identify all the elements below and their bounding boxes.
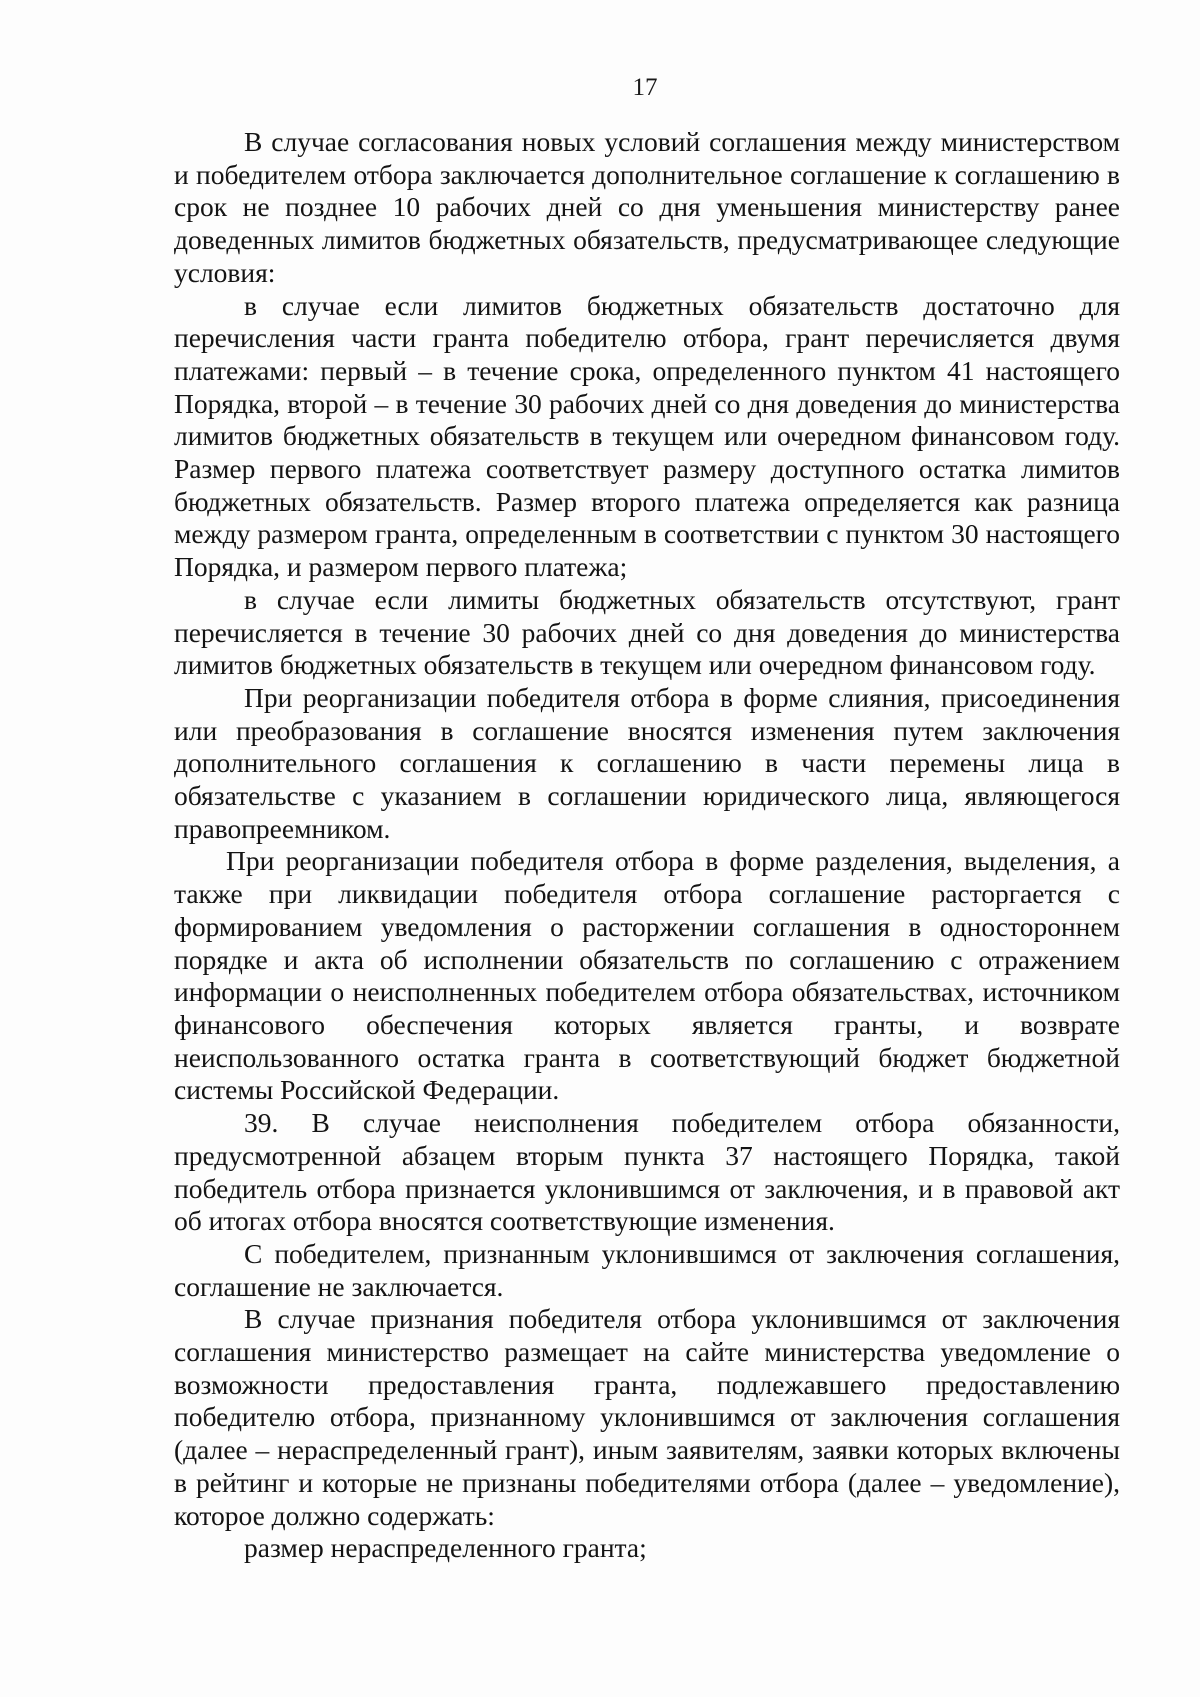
document-body <box>174 126 1120 1565</box>
paragraph-two-payments: в случае если лимитов бюджетных обязательств достаточно для перечисления части гранта победителю отбора, грант перечисляется двумя платежами: первый – в течение срока, определенного пунктом 41 настоящего Порядка, второй – в течение 30 рабочих дней со дня доведения до министерства лимитов бюджетных обязательств в текущем или очередном финансовом году. Размер первого платежа соответствует размеру доступного остатка лимитов бюджетных обязательств. Размер второго платежа определяется как разница между размером гранта, определенным в соответствии с пунктом 30 настоящего Порядка, и размером первого платежа; <box>174 289 1120 583</box>
paragraph-item-39: 39. В случае неисполнения победителем отбора обязанности, предусмотренной абзацем вторым пункта 37 настоящего Порядка, такой победитель отбора признается уклонившимся от заключения, и в правовой акт об итогах отбора вносятся соответствующие изменения. <box>174 1107 1120 1237</box>
paragraph-grant-size: размер нераспределенного гранта; <box>244 1532 647 1564</box>
paragraph-no-agreement: С победителем, признанным уклонившимся от заключения соглашения, соглашение не заключается. <box>174 1237 1120 1302</box>
paragraph-reorganization-division: При реорганизации победителя отбора в форме разделения, выделения, а также при ликвидации победителя отбора соглашение расторгается с формированием уведомления о расторжении соглашения в одностороннем порядке и акта об исполнении обязательств по соглашению с отражением информации о неисполненных победителем отбора обязательствах, источником финансового обеспечения которых является гранты, и возврате неиспользованного остатка гранта в соответствующий бюджет бюджетной системы Российской Федерации. <box>174 845 1120 1106</box>
paragraph-no-limits: в случае если лимиты бюджетных обязательств отсутствуют, грант перечисляется в течение 30 рабочих дней со дня доведения до министерства лимитов бюджетных обязательств в текущем или очередном финансовом году. <box>174 583 1120 681</box>
paragraph-agreement-conditions: В случае согласования новых условий соглашения между министерством и победителем отбора заключается дополнительное соглашение к соглашению в срок не позднее 10 рабочих дней со дня уменьшения министерству ранее доведенных лимитов бюджетных обязательств, предусматривающее следующие условия: <box>174 126 1120 288</box>
paragraph-undistributed-grant: В случае признания победителя отбора уклонившимся от заключения соглашения министерство размещает на сайте министерства уведомление о возможности предоставления гранта, подлежавшего предоставлению победителю отбора, признанному уклонившимся от заключения соглашения (далее – нераспределенный грант), иным заявителям, заявки которых включены в рейтинг и которые не признаны победителями отбора (далее – уведомление), которое должно содержать: <box>174 1303 1120 1531</box>
paragraph-reorganization-merger: При реорганизации победителя отбора в форме слияния, присоединения или преобразования в соглашение вносятся изменения путем заключения дополнительного соглашения к соглашению в части перемены лица в обязательстве с указанием в соглашении юридического лица, являющегося правопреемником. <box>174 681 1120 844</box>
page-number: 17 <box>632 74 658 101</box>
